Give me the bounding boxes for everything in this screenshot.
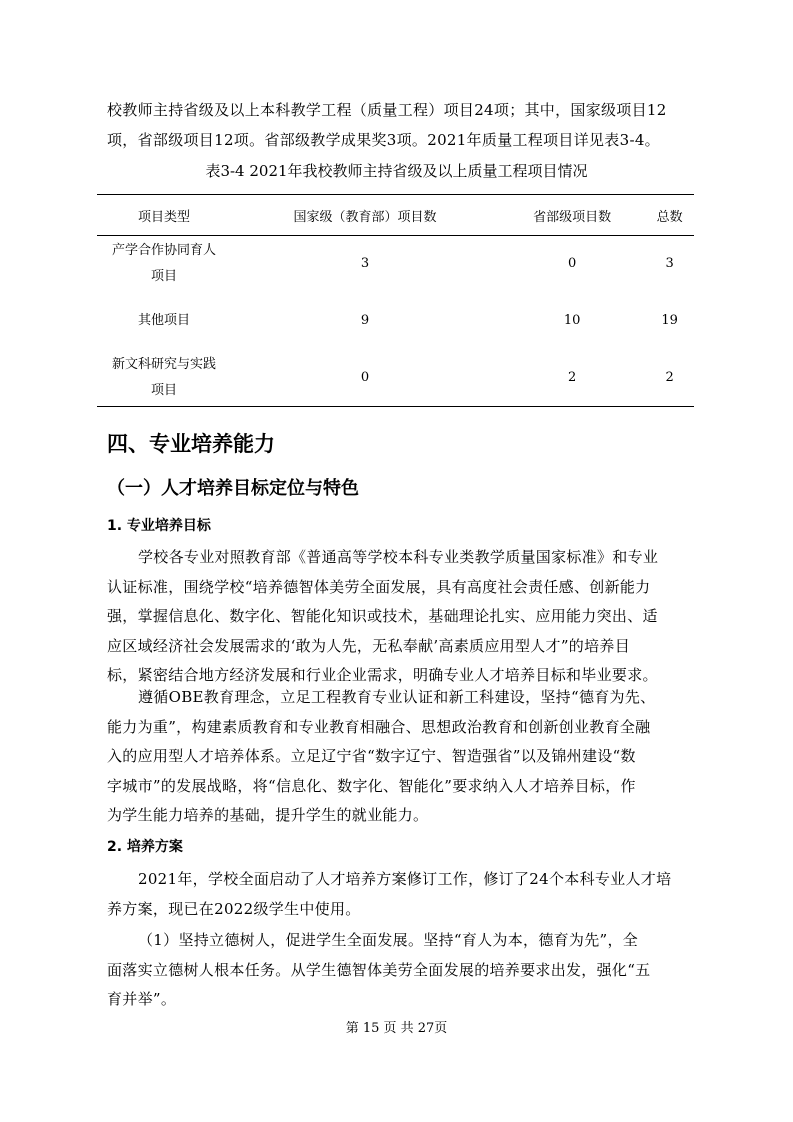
subheading-training-goals: 1. 专业培养目标 <box>107 518 211 534</box>
text-line: （1）坚持立德树人，促进学生全面发展。坚持“育人为本，德育为先”，全 <box>138 931 639 949</box>
text-line: 应区域经济社会发展需求的‘敢为人先，无私奉献’高素质应用型人才”的培养目 <box>107 636 631 655</box>
header-national-count: 国家级（教育部）项目数 <box>293 209 437 225</box>
training-goals-paragraph-1 <box>107 543 687 691</box>
cell-provincial: 10 <box>563 313 581 328</box>
text-line: 养方案，现已在2022级学生中使用。 <box>107 899 361 918</box>
cell-national: 9 <box>360 313 370 328</box>
subsection-heading: （一）人才培养目标定位与特色 <box>107 478 359 499</box>
cell-text-line: 新文科研究与实践 <box>111 356 216 372</box>
text-line: 字城市”的发展战略，将“信息化、数字化、智能化”要求纳入人才培养目标，作 <box>107 776 636 795</box>
header-provincial-count: 省部级项目数 <box>533 209 612 225</box>
cell-text-line: 产学合作协同育人 <box>111 243 216 259</box>
cell-national: 3 <box>360 256 370 272</box>
section-heading: 四、专业培养能力 <box>107 432 275 456</box>
text-line: 面落实立德树人根本任务。从学生德智体美劳全面发展的培养要求出发，强化“五 <box>107 960 651 979</box>
training-goals-paragraph-2 <box>107 683 687 831</box>
table-row <box>97 236 694 293</box>
cell-text-line: 项目 <box>150 382 177 398</box>
text-line: 校教师主持省级及以上本科教学工程（质量工程）项目24项；其中，国家级项目12 <box>107 101 667 119</box>
table-row <box>97 293 694 350</box>
cell-total: 3 <box>665 256 674 272</box>
text-line: 入的应用型人才培养体系。立足辽宁省“数字辽宁、智造强省”以及锦州建设“数 <box>107 747 636 765</box>
cell-project-type <box>97 350 231 407</box>
cell-project-type <box>97 293 231 350</box>
training-plan-paragraph-1 <box>107 865 687 924</box>
cell-total: 19 <box>661 313 678 328</box>
text-line: 标，紧密结合地方经济发展和行业企业需求，明确专业人才培养目标和毕业要求。 <box>107 666 658 684</box>
header-total: 总数 <box>656 209 683 225</box>
subheading-training-plan: 2. 培养方案 <box>107 839 183 855</box>
text-line: 为学生能力培养的基础，提升学生的就业能力。 <box>107 806 429 824</box>
cell-national: 0 <box>360 369 370 385</box>
cell-provincial: 0 <box>567 256 577 272</box>
cell-text-line: 项目 <box>150 269 177 285</box>
training-plan-paragraph-2 <box>107 926 687 1015</box>
cell-provincial: 2 <box>567 369 577 385</box>
text-line: 2021年，学校全面启动了人才培养方案修订工作，修订了24个本科专业人才培 <box>138 870 672 888</box>
text-line: 学校各专业对照教育部《普通高等学校本科专业类教学质量国家标准》和专业 <box>138 548 659 566</box>
text-line: 遵循OBE教育理念，立足工程教育专业认证和新工科建设，坚持“德育为先、 <box>138 688 656 706</box>
intro-paragraph <box>107 96 687 155</box>
quality-projects-table <box>97 194 694 407</box>
table-row <box>97 350 694 407</box>
text-line: 项，省部级项目12项。省部级教学成果奖3项。2021年质量工程项目详见表3-4。 <box>107 130 660 149</box>
header-project-type: 项目类型 <box>137 209 190 225</box>
page-footer: 第 15 页 共 27页 <box>345 1021 448 1036</box>
text-line: 能力为重”，构建素质教育和专业教育相融合、思想政治教育和创新创业教育全融 <box>107 717 651 736</box>
text-line: 认证标准，围绕学校“培养德智体美劳全面发展，具有高度社会责任感、创新能力 <box>107 577 651 596</box>
cell-project-type <box>97 236 231 293</box>
text-line: 强，掌握信息化、数字化、智能化知识或技术，基础理论扎实、应用能力突出、适 <box>107 607 658 625</box>
cell-total: 2 <box>665 369 674 385</box>
text-line: 育并举”。 <box>107 990 177 1008</box>
table-header-row <box>97 195 694 236</box>
table-caption: 表3-4 2021年我校教师主持省级及以上质量工程项目情况 <box>205 162 588 180</box>
cell-text-line: 其他项目 <box>137 313 190 328</box>
